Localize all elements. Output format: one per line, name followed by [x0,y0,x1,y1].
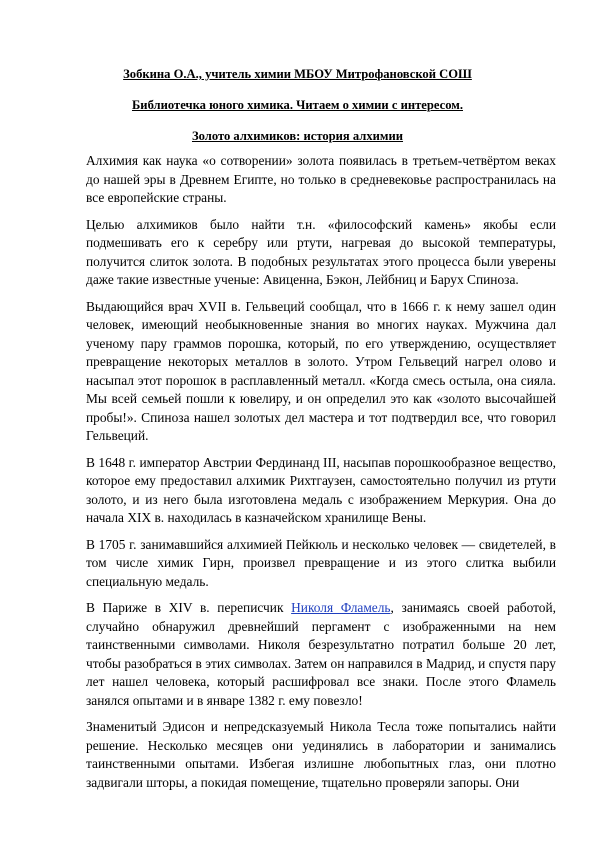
paragraph-5: В 1705 г. занимавшийся алхимией Пейкюль и несколько человек — свидетелей, в том числе химик Гирн, произвел превращение и из этого слитка выбили специальную медаль. [86,536,556,589]
paragraph-4: В 1648 г. император Австрии Фердинанд III, насыпав порошкообразное вещество, которое ему предоставил алхимик Рихтгаузен, самостоятельно получил из ртути золото, и из него была изготовлена медаль с изображением Меркурия. Она до начала XIX в. находилась в казначейском хранилище Вены. [86,454,556,525]
page-title: Золото алхимиков: история алхимии [191,129,404,143]
paragraph-6-start: В Париже в XIV в. переписчик [86,600,292,615]
paragraph-2: Целью алхимиков было найти т.н. «философский камень» якобы если подмешивать его к серебру или ртути, нагревая до высокой температуры, получится слиток золота. В подобных результатах этого процесса были уверены даже такие известные ученые: Авиценна, Бэкон, Лейбниц и Барух Спиноза. [86,216,556,287]
article-body [86,152,556,800]
paragraph-6-rest: , занимаясь своей работой, случайно обнаружил древнейший пергамент с изображенными на нем таинственными символами. Николя безрезультатно потратил больше 20 лет, чтобы разобраться в этих символах. Затем он направился в Мадрид, и спустя пару лет нашел человека, который расшифровал все знаки. После этого Фламель занялся опытами и в январе 1382 г. ему повезло! [86,600,556,708]
paragraph-3: Выдающийся врач XVII в. Гельвеций сообщал, что в 1666 г. к нему зашел один человек, имеющий необыкновенные знания во многих науках. Мужчина дал ученому пару граммов порошка, который, по его утверждению, осуществляет превращение некоторых металлов в золото. Утром Гельвеций нагрел олово и насыпал этот порошок в расплавленный металл. «Когда смесь остыла, она сияла. Мы всей семьей пошли к ювелиру, и он определил это как «золото высочайшей пробы!». Спиноза нашел золотых дел мастера и тот подтвердил все, что говорил Гельвеций. [86,298,556,443]
paragraph-6 [86,599,556,710]
author-line: Зобкина О.А., учитель химии МБОУ Митрофановской СОШ [123,67,472,81]
series-line: Библиотечка юного химика. Читаем о химии с интересом. [131,98,463,112]
flamel-link[interactable]: Николя Фламель [291,600,391,615]
paragraph-1: Алхимия как наука «о сотворении» золота появилась в третьем-четвёртом веках до нашей эры в Древнем Египте, но только в средневековье распространилась на все европейские страны. [86,153,556,205]
paragraph-7: Знаменитый Эдисон и непредсказуемый Никола Тесла тоже попытались найти решение. Несколько месяцев они уединялись в лаборатории и занимались таинственными опытами. Избегая излишне любопытных глаз, они плотно задвигали шторы, а покидая помещение, тщательно проверяли запоры. Они [86,719,556,790]
